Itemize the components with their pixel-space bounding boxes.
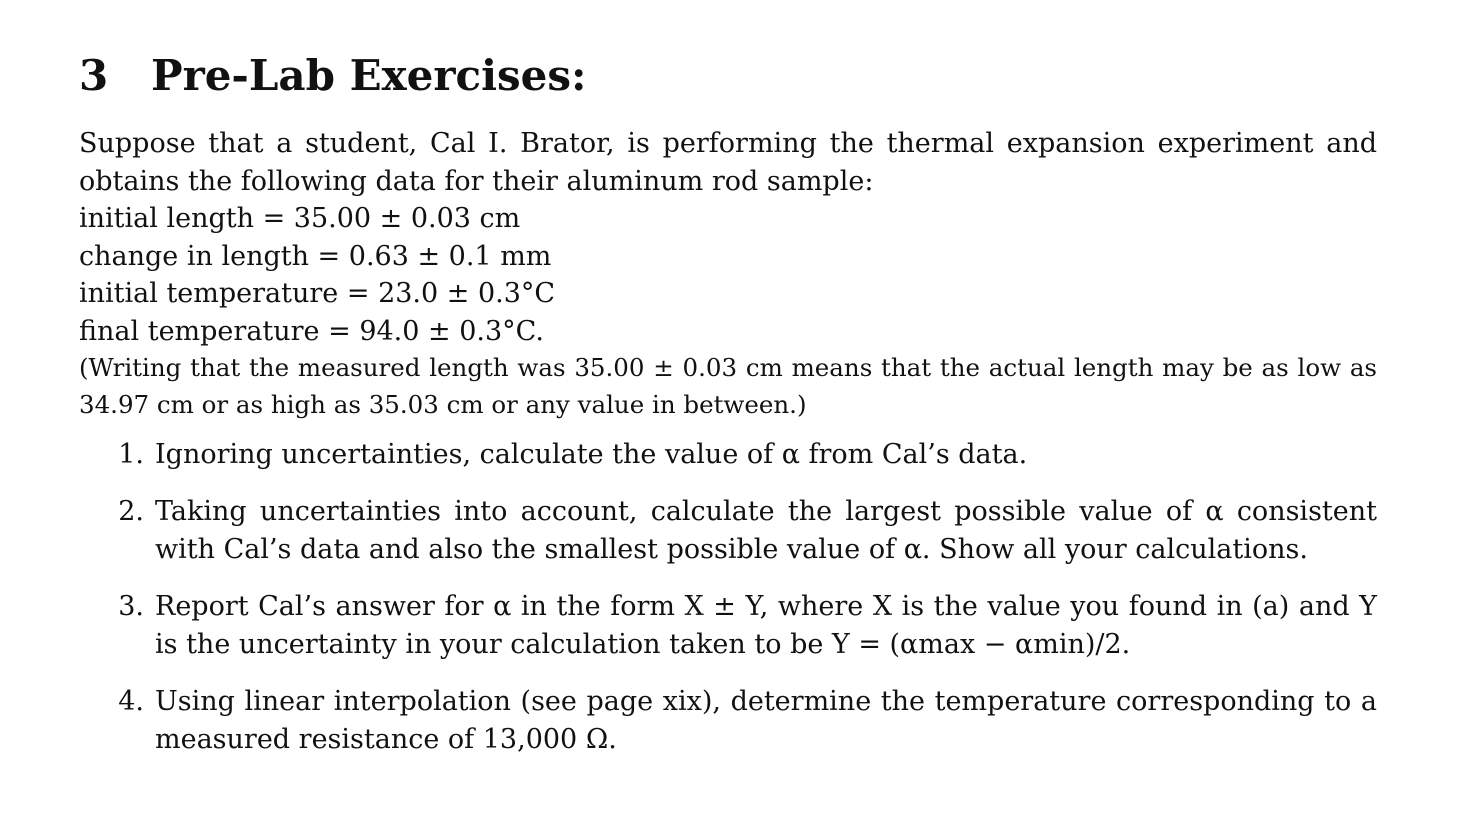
exercise-item <box>79 493 1377 569</box>
exercise-text: Using linear interpolation (see page xix), determine the temperature corresponding to a measured resistance of 13,000 Ω. <box>155 686 1377 755</box>
intro-block <box>79 125 1377 423</box>
exercise-number: 2. <box>118 496 144 527</box>
intro-paragraph: Suppose that a student, Cal I. Brator, is performing the thermal expansion experiment and obtains the following data for their aluminum rod sample: <box>79 128 1377 197</box>
exercise-number: 1. <box>118 439 144 470</box>
data-line-initial-temperature: initial temperature = 23.0 ± 0.3°C <box>79 278 556 309</box>
data-line-initial-length: initial length = 35.00 ± 0.03 cm <box>79 203 521 234</box>
section-number: 3 <box>79 51 109 100</box>
exercise-item <box>79 588 1377 664</box>
exercise-text: Ignoring uncertainties, calculate the value of α from Cal’s data. <box>155 439 1028 470</box>
measurement-note: (Writing that the measured length was 35.00 ± 0.03 cm means that the actual length may be as low as 34.97 cm or as high as 35.03 cm or any value in between.) <box>79 353 1377 419</box>
document-page <box>79 46 1377 778</box>
exercise-text: Taking uncertainties into account, calculate the largest possible value of α consistent with Cal’s data and also the smallest possible value of α. Show all your calculations. <box>155 496 1377 565</box>
data-line-final-temperature: final temperature = 94.0 ± 0.3°C. <box>79 315 544 347</box>
exercise-list <box>79 436 1377 759</box>
section-title: Pre-Lab Exercises: <box>151 51 587 100</box>
exercise-number: 4. <box>118 686 144 717</box>
data-line-change-in-length: change in length = 0.63 ± 0.1 mm <box>79 240 552 272</box>
exercise-number: 3. <box>118 591 144 622</box>
exercise-item <box>79 683 1377 759</box>
exercise-text: Report Cal’s answer for α in the form X ± Y, where X is the value you found in (a) and Y is the uncertainty in your calculation taken to be Y = (αmax − αmin)/2. <box>155 591 1377 660</box>
section-heading <box>79 46 1377 106</box>
exercise-item <box>79 436 1377 474</box>
